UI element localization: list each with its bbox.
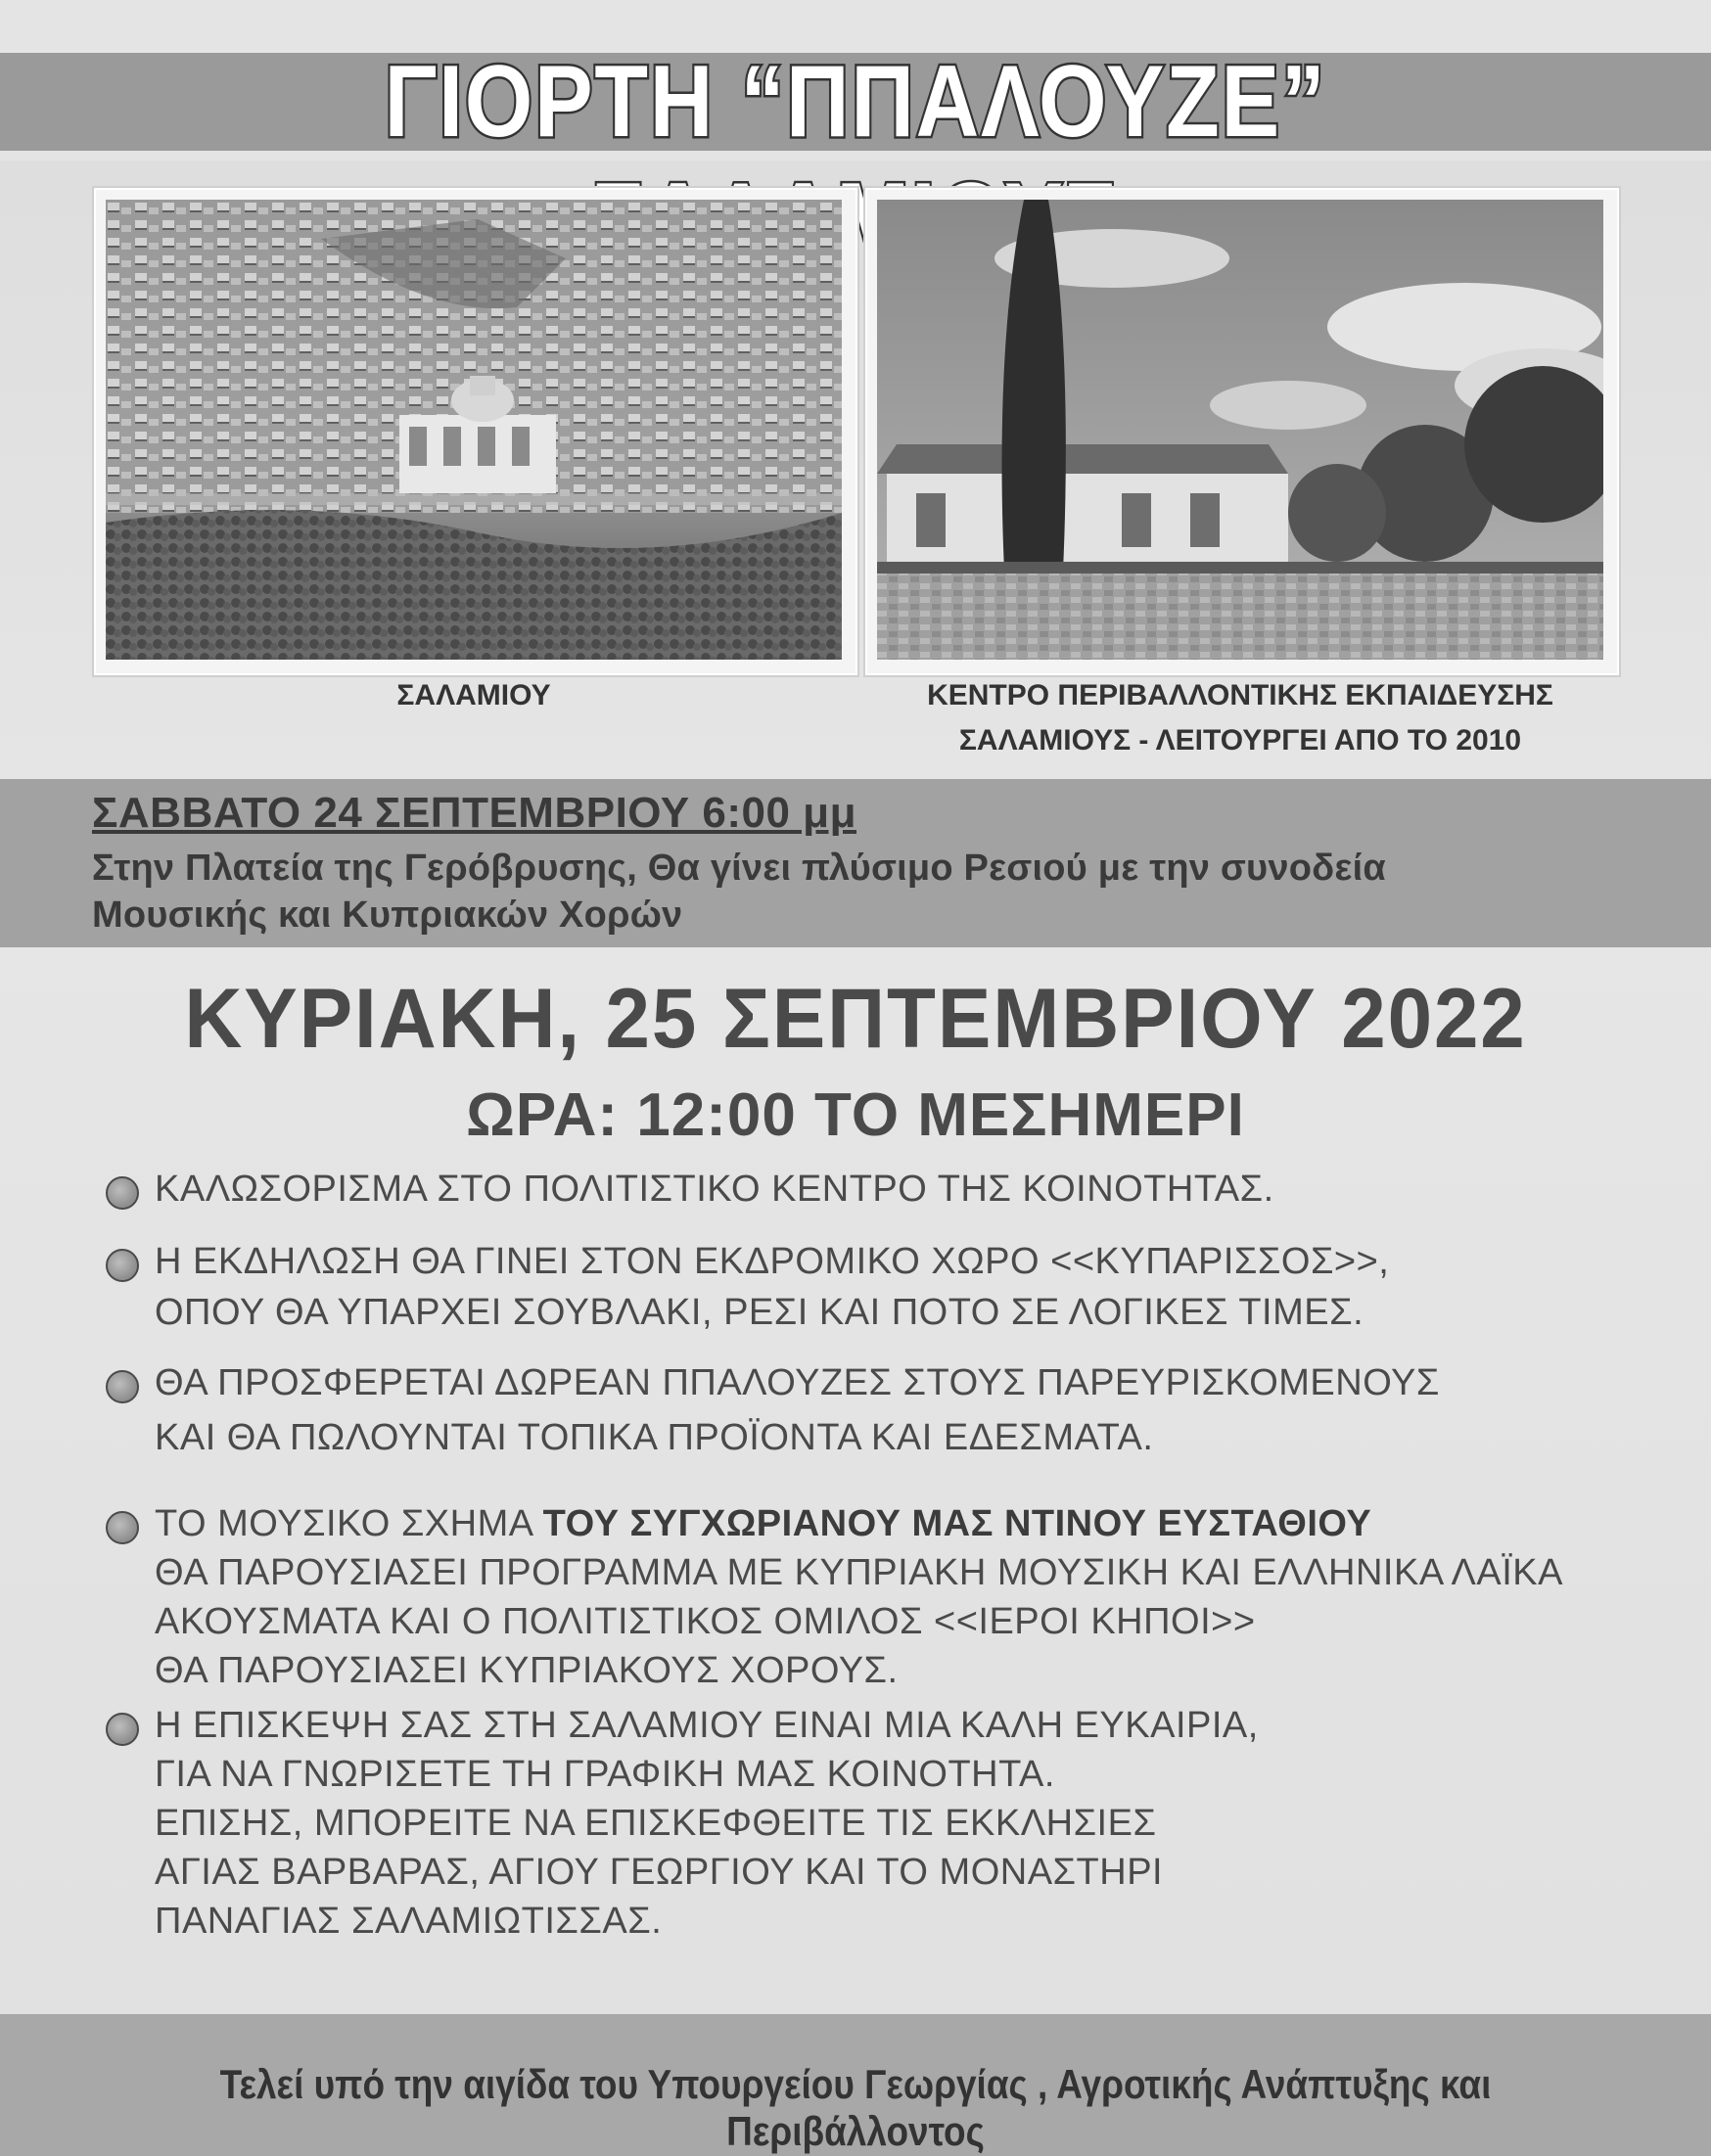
bullet-icon (106, 1176, 139, 1210)
sunday-time: ΩΡΑ: 12:00 ΤΟ ΜΕΣΗΜΕΡΙ (466, 1081, 1245, 1149)
bullet-icon (106, 1249, 139, 1282)
bullet-icon (106, 1713, 139, 1746)
program-item-line: ΟΠΟΥ ΘΑ ΥΠΑΡΧΕΙ ΣΟΥΒΛΑΚΙ, ΡΕΣΙ ΚΑΙ ΠΟΤΟ ΣΕ ΛΟΓΙΚΕΣ ΤΙΜΕΣ. (155, 1292, 1364, 1333)
program-item-line: Η ΕΠΙΣΚΕΨΗ ΣΑΣ ΣΤΗ ΣΑΛΑΜΙΟΥ ΕΙΝΑΙ ΜΙΑ ΚΑΛΗ ΕΥΚΑΙΡΙΑ, (155, 1705, 1259, 1746)
program-item-line: ΚΑΛΩΣΟΡΙΣΜΑ ΣΤΟ ΠΟΛΙΤΙΣΤΙΚΟ ΚΕΝΤΡΟ ΤΗΣ ΚΟΙΝΟΤΗΤΑΣ. (155, 1169, 1274, 1210)
village-photo-caption: ΣΑΛΑΜΙΟΥ (396, 679, 551, 711)
band-name: ΤΟΥ ΣΥΓΧΩΡΙΑΝΟΥ ΜΑΣ ΝΤΙΝΟΥ ΕΥΣΤΑΘΙΟΥ (542, 1503, 1372, 1544)
village-photo (94, 188, 857, 675)
program-item-line: ΕΠΙΣΗΣ, ΜΠΟΡΕΙΤΕ ΝΑ ΕΠΙΣΚΕΦΘΕΙΤΕ ΤΙΣ ΕΚΚΛΗΣΙΕΣ (155, 1803, 1157, 1844)
bullet-icon (106, 1370, 139, 1403)
program-item-line: ΑΓΙΑΣ ΒΑΡΒΑΡΑΣ, ΑΓΙΟΥ ΓΕΩΡΓΙΟΥ ΚΑΙ ΤΟ ΜΟΝΑΣΤΗΡΙ (155, 1852, 1164, 1893)
program-item-lead: ΤΟ ΜΟΥΣΙΚΟ ΣΧΗΜΑ (155, 1503, 543, 1544)
program-item-line: ΘΑ ΠΑΡΟΥΣΙΑΣΕΙ ΠΡΟΓΡΑΜΜΑ ΜΕ ΚΥΠΡΙΑΚΗ ΜΟΥΣΙΚΗ ΚΑΙ ΕΛΛΗΝΙΚΑ ΛΑΪΚΑ (155, 1552, 1564, 1593)
village-photo-image (106, 200, 842, 660)
program-item-line: Η ΕΚΔΗΛΩΣΗ ΘΑ ΓΙΝΕΙ ΣΤΟΝ ΕΚΔΡΟΜΙΚΟ ΧΩΡΟ <<ΚΥΠΑΡΙΣΣΟΣ>>, (155, 1241, 1390, 1282)
program-item-line: ΠΑΝΑΓΙΑΣ ΣΑΛΑΜΙΩΤΙΣΣΑΣ. (155, 1901, 663, 1942)
program-item-line: ΘΑ ΠΡΟΣΦΕΡΕΤΑΙ ΔΩΡΕΑΝ ΠΠΑΛΟΥΖΕΣ ΣΤΟΥΣ ΠΑΡΕΥΡΙΣΚΟΜΕΝΟΥΣ (155, 1362, 1440, 1403)
program-item-line (155, 1503, 1371, 1545)
footer-sponsor-text: Τελεί υπό την αιγίδα του Υπουργείου Γεωργίας , Αγροτικής Ανάπτυξης και Περιβάλλοντος (219, 2061, 1492, 2154)
saturday-heading: ΣΑΒΒΑΤΟ 24 ΣΕΠΤΕΜΒΡΙΟΥ 6:00 μμ (92, 789, 857, 837)
saturday-description-line-1: Στην Πλατεία της Γερόβρυσης, Θα γίνει πλύσιμο Ρεσιού με την συνοδεία (92, 848, 1386, 889)
environmental-center-photo (865, 188, 1619, 675)
bullet-icon (106, 1511, 139, 1544)
program-item-line: ΘΑ ΠΑΡΟΥΣΙΑΣΕΙ ΚΥΠΡΙΑΚΟΥΣ ΧΟΡΟΥΣ. (155, 1650, 899, 1691)
caption-line-1: ΚΕΝΤΡΟ ΠΕΡΙΒΑΛΛΟΝΤΙΚΗΣ ΕΚΠΑΙΔΕΥΣΗΣ (927, 679, 1553, 711)
caption-line-2: ΣΑΛΑΜΙΟΥΣ - ΛΕΙΤΟΥΡΓΕΙ ΑΠΟ ΤΟ 2010 (958, 724, 1522, 757)
poster-title: ΓΙΟΡΤΗ “ΠΠΑΛΟΥΖΕ” (384, 45, 1327, 159)
program-item-line: ΚΑΙ ΘΑ ΠΩΛΟΥΝΤΑΙ ΤΟΠΙΚΑ ΠΡΟΪΟΝΤΑ ΚΑΙ ΕΔΕΣΜΑΤΑ. (155, 1417, 1154, 1458)
environmental-center-caption (865, 673, 1615, 763)
saturday-description-line-2: Μουσικής και Κυπριακών Χορών (92, 895, 683, 936)
sunday-date: ΚΥΡΙΑΚΗ, 25 ΣΕΠΤΕΜΒΡΙΟΥ 2022 (184, 972, 1527, 1066)
program-item-line: ΑΚΟΥΣΜΑΤΑ ΚΑΙ Ο ΠΟΛΙΤΙΣΤΙΚΟΣ ΟΜΙΛΟΣ <<ΙΕΡΟΙ ΚΗΠΟΙ>> (155, 1601, 1256, 1642)
environmental-center-image (877, 200, 1603, 660)
program-item-line: ΓΙΑ ΝΑ ΓΝΩΡΙΣΕΤΕ ΤΗ ΓΡΑΦΙΚΗ ΜΑΣ ΚΟΙΝΟΤΗΤΑ. (155, 1754, 1055, 1795)
